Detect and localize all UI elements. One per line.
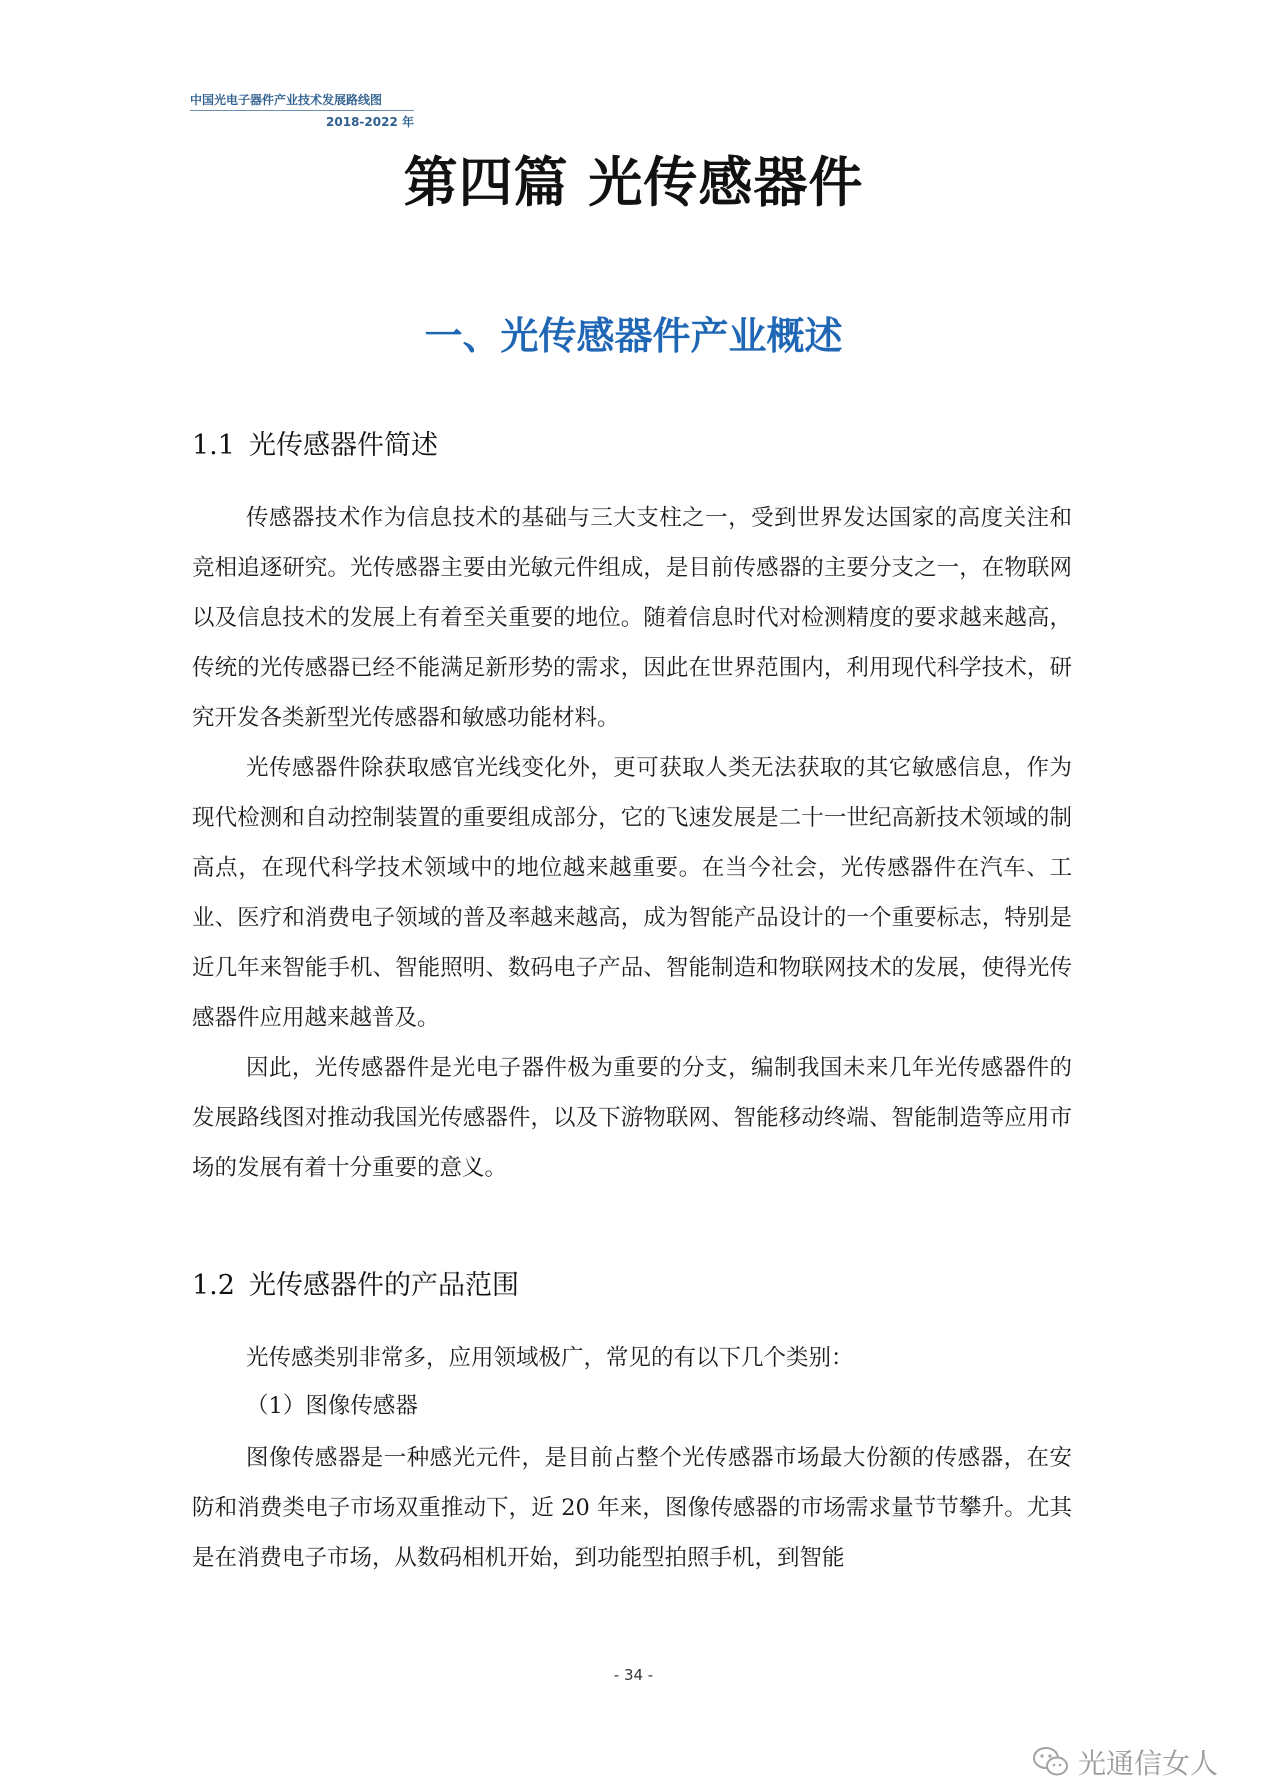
- page-number: - 34 -: [613, 1666, 654, 1684]
- section-heading-1-2: [192, 1268, 519, 1304]
- wechat-icon: [1032, 1746, 1070, 1778]
- chapter-title: 一、光传感器件产业概述: [424, 314, 843, 358]
- paragraph: 图像传感器是一种感光元件，是目前占整个光传感器市场最大份额的传感器，在安防和消费类电子市场双重推动下，近 20 年来，图像传感器的市场需求量节节攀升。尤其是在消费电子市场，从数码相机开始，到功能型拍照手机，到智能: [192, 1445, 1072, 1571]
- section-title: 光传感器件简述: [248, 430, 438, 461]
- section-number: 1.2: [192, 1270, 235, 1301]
- watermark: [1032, 1742, 1218, 1782]
- part-title: 第四篇 光传感器件: [403, 151, 864, 214]
- running-header: [190, 92, 414, 130]
- section-title: 光传感器件的产品范围: [248, 1270, 519, 1301]
- running-header-years: 2018-2022 年: [326, 115, 414, 129]
- paragraph: 因此，光传感器件是光电子器件极为重要的分支，编制我国未来几年光传感器件的发展路线图对推动我国光传感器件，以及下游物联网、智能移动终端、智能制造等应用市场的发展有着十分重要的意义。: [192, 1055, 1072, 1181]
- section-heading-1-1: [192, 428, 438, 464]
- paragraph: 光传感类别非常多，应用领域极广，常见的有以下几个类别：: [246, 1345, 854, 1371]
- watermark-text: 光通信女人: [1078, 1747, 1219, 1780]
- list-item-label: （1）图像传感器: [246, 1393, 418, 1419]
- section-number: 1.1: [192, 430, 235, 461]
- paragraph: 传感器技术作为信息技术的基础与三大支柱之一，受到世界发达国家的高度关注和竞相追逐研究。光传感器主要由光敏元件组成，是目前传感器的主要分支之一，在物联网以及信息技术的发展上有着至关重要的地位。随着信息时代对检测精度的要求越来越高，传统的光传感器已经不能满足新形势的需求，因此在世界范围内，利用现代科学技术，研究开发各类新型光传感器和敏感功能材料。: [192, 505, 1072, 731]
- running-header-title: 中国光电子器件产业技术发展路线图: [190, 92, 414, 111]
- paragraph: 光传感器件除获取感官光线变化外，更可获取人类无法获取的其它敏感信息，作为现代检测和自动控制装置的重要组成部分，它的飞速发展是二十一世纪高新技术领域的制高点，在现代科学技术领域中的地位越来越重要。在当今社会，光传感器件在汽车、工业、医疗和消费电子领域的普及率越来越高，成为智能产品设计的一个重要标志，特别是近几年来智能手机、智能照明、数码电子产品、智能制造和物联网技术的发展，使得光传感器件应用越来越普及。: [192, 755, 1072, 1031]
